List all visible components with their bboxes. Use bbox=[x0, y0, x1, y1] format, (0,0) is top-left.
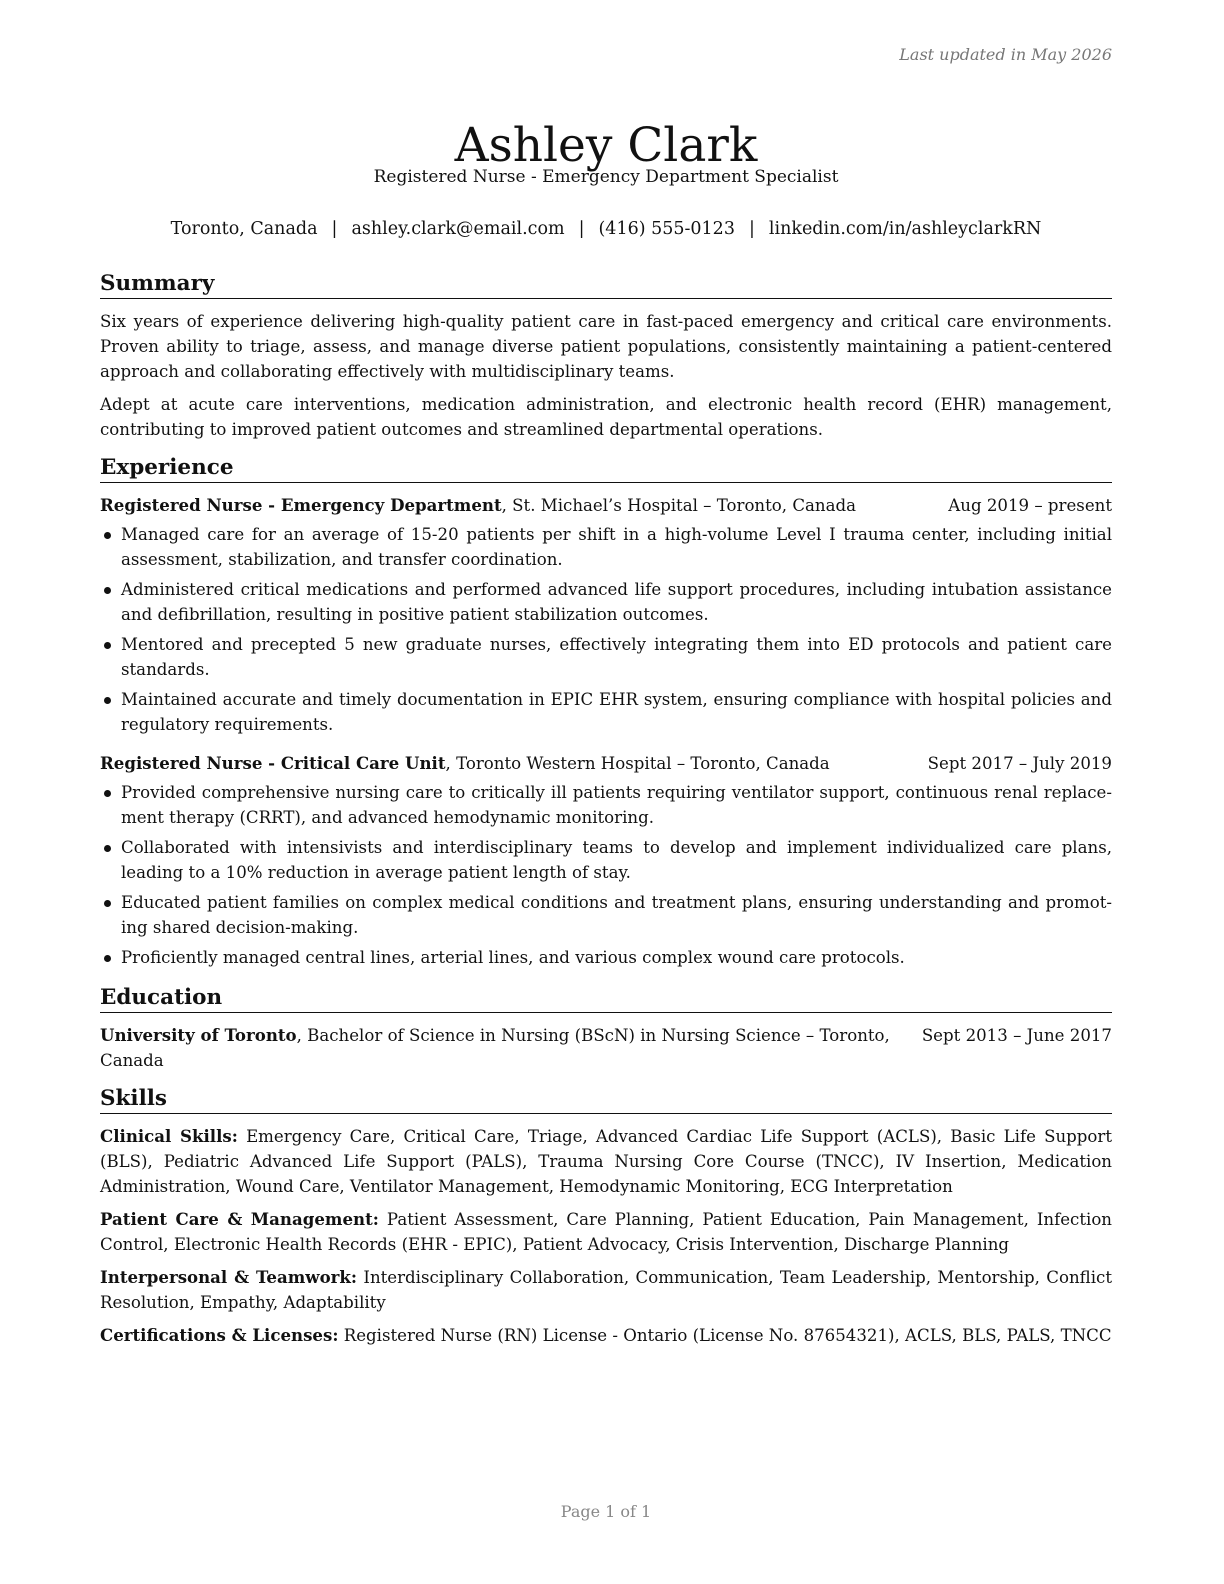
job-bullet bbox=[100, 632, 1112, 682]
section-title-education: Education bbox=[100, 984, 1112, 1013]
contact-separator: | bbox=[578, 219, 585, 239]
bullet-dot-icon bbox=[104, 642, 111, 649]
job-bullet bbox=[100, 577, 1112, 627]
skill-group-label: Patient Care & Management: bbox=[100, 1209, 379, 1229]
skill-group-label: Interpersonal & Teamwork: bbox=[100, 1267, 358, 1287]
section-title-experience: Experience bbox=[100, 454, 1112, 483]
skill-group bbox=[100, 1323, 1112, 1348]
education-dates: Sept 2013 – June 2017 bbox=[921, 1026, 1112, 1045]
contact-phone: (416) 555-0123 bbox=[598, 219, 735, 239]
job-bullet bbox=[100, 835, 1112, 885]
job-bullet-text: Collaborated with intensivists and interdisciplinary teams to develop and implement individualized care plans, leading to a 10% reduction in average patient length of stay. bbox=[121, 838, 1112, 882]
job-bullet-list bbox=[100, 780, 1112, 970]
page-number-footer: Page 1 of 1 bbox=[560, 1502, 652, 1521]
contact-line bbox=[100, 219, 1112, 239]
skill-group bbox=[100, 1265, 1112, 1315]
skill-group bbox=[100, 1207, 1112, 1257]
contact-linkedin[interactable]: linkedin.com/in/ashleyclarkRN bbox=[768, 219, 1042, 239]
summary-section bbox=[100, 270, 1112, 442]
job-role: Registered Nurse - Emergency Department bbox=[100, 495, 502, 515]
bullet-dot-icon bbox=[104, 697, 111, 704]
education-line bbox=[100, 1023, 922, 1073]
candidate-name: Ashley Clark bbox=[454, 118, 758, 174]
skills-section bbox=[100, 1085, 1112, 1348]
summary-paragraph: Six years of experience delivering high-quality patient care in fast-paced emergency and critical care environments. Proven ability to triage, assess, and manage diverse patient populations, consistently maintaining a patient-centered approach and collaborating effectively with multidisciplinary teams. bbox=[100, 312, 1112, 381]
education-entry bbox=[100, 1023, 1112, 1073]
job-bullet bbox=[100, 945, 1112, 970]
skill-group-text: Interdisciplinary Collaboration, Communication, Team Leadership, Mentorship, Conflict Resolution, Empathy, Adaptability bbox=[100, 1268, 1112, 1312]
contact-separator: | bbox=[331, 219, 338, 239]
job-title-line bbox=[100, 751, 928, 776]
education-degree: , Bachelor of Science in Nursing (BScN) in Nursing Science – Toronto, Canada bbox=[100, 1026, 890, 1070]
section-title-summary: Summary bbox=[100, 270, 1112, 299]
resume-content bbox=[100, 270, 1112, 1360]
job-bullet-list bbox=[100, 522, 1112, 737]
job-bullet bbox=[100, 890, 1112, 940]
skill-group-label: Certifications & Licenses: bbox=[100, 1325, 339, 1345]
job-bullet-text: Maintained accurate and timely documentation in EPIC EHR system, ensuring compliance with hospital policies and regulatory requirements. bbox=[121, 690, 1112, 734]
job-header bbox=[100, 751, 1112, 776]
bullet-dot-icon bbox=[104, 532, 111, 539]
job-bullet bbox=[100, 522, 1112, 572]
last-updated-note: Last updated in May 2026 bbox=[899, 45, 1112, 64]
job-bullet bbox=[100, 780, 1112, 830]
candidate-headline: Registered Nurse - Emergency Department Specialist bbox=[373, 167, 839, 187]
bullet-dot-icon bbox=[104, 955, 111, 962]
job-bullet-text: Managed care for an average of 15-20 patients per shift in a high-volume Level I trauma center, including initial assessment, stabilization, and transfer coordination. bbox=[121, 525, 1112, 569]
education-section bbox=[100, 984, 1112, 1073]
bullet-dot-icon bbox=[104, 790, 111, 797]
skill-group-text: Emergency Care, Critical Care, Triage, Advanced Cardiac Life Support (ACLS), Basic Life Support (BLS), Pediatric Advanced Life Support (PALS), Trauma Nursing Core Course (TNCC), IV Insertion, Medication Administration, Wound Care, Ventilator Management, Hemodynamic Monitoring, ECG Interpretation bbox=[100, 1127, 1112, 1196]
contact-location: Toronto, Canada bbox=[170, 219, 318, 239]
resume-page bbox=[100, 0, 1112, 1584]
job-bullet-text: Administered critical medications and performed advanced life support procedures, including intubation assistance and defibrillation, resulting in positive patient stabilization outcomes. bbox=[121, 580, 1112, 624]
bullet-dot-icon bbox=[104, 900, 111, 907]
job-organization: , St. Michael’s Hospital – Toronto, Canada bbox=[501, 496, 857, 515]
job-bullet bbox=[100, 687, 1112, 737]
section-title-skills: Skills bbox=[100, 1085, 1112, 1114]
job-entry bbox=[100, 751, 1112, 970]
job-title-line bbox=[100, 493, 948, 518]
job-dates: Aug 2019 – present bbox=[948, 496, 1112, 515]
job-bullet-text: Provided comprehensive nursing care to critically ill patients requiring ventilator support, continuous renal replacement therapy (CRRT), and advanced hemodynamic monitoring. bbox=[121, 783, 1112, 827]
skill-group-text: Patient Assessment, Care Planning, Patient Education, Pain Management, Infection Control, Electronic Health Records (EHR - EPIC), Patient Advocacy, Crisis Intervention, Discharge Planning bbox=[100, 1210, 1112, 1254]
bullet-dot-icon bbox=[104, 587, 111, 594]
job-role: Registered Nurse - Critical Care Unit bbox=[100, 753, 446, 773]
experience-section bbox=[100, 454, 1112, 970]
bullet-dot-icon bbox=[104, 845, 111, 852]
skill-group-text: Registered Nurse (RN) License - Ontario (License No. 87654321), ACLS, BLS, PALS, TNCC bbox=[338, 1326, 1112, 1345]
education-school: University of Toronto bbox=[100, 1025, 297, 1045]
summary-paragraph: Adept at acute care interventions, medication administration, and electronic health record (EHR) management, contributing to improved patient outcomes and streamlined departmental operations. bbox=[100, 395, 1112, 439]
job-bullet-text: Proficiently managed central lines, arterial lines, and various complex wound care protocols. bbox=[121, 948, 905, 967]
job-organization: , Toronto Western Hospital – Toronto, Canada bbox=[445, 754, 830, 773]
job-dates: Sept 2017 – July 2019 bbox=[927, 754, 1112, 773]
job-header bbox=[100, 493, 1112, 518]
skill-group bbox=[100, 1124, 1112, 1199]
job-bullet-text: Educated patient families on complex medical conditions and treatment plans, ensuring understanding and promoting shared decision-making. bbox=[121, 893, 1112, 937]
skill-group-label: Clinical Skills: bbox=[100, 1126, 238, 1146]
job-bullet-text: Mentored and precepted 5 new graduate nurses, effectively integrating them into ED protocols and patient care standards. bbox=[121, 635, 1112, 679]
contact-separator: | bbox=[748, 219, 755, 239]
job-entry bbox=[100, 493, 1112, 737]
contact-email[interactable]: ashley.clark@email.com bbox=[351, 219, 565, 239]
